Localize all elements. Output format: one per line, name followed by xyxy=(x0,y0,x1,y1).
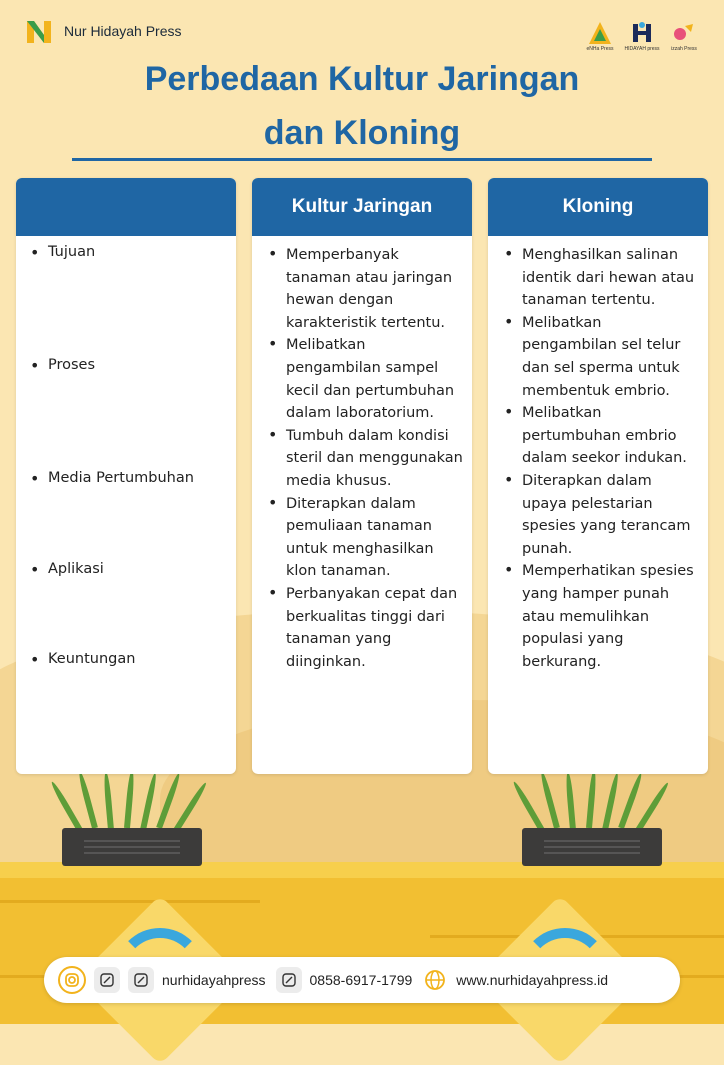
kloning-header: Kloning xyxy=(488,178,708,236)
list-item: • Diterapkan dalam pemuliaan tanaman untuk menghasilkan klon tanaman. xyxy=(286,493,464,583)
kultur-jaringan-points xyxy=(252,244,472,673)
brand-name: Nur Hidayah Press xyxy=(64,23,182,39)
page-title xyxy=(0,52,724,160)
enha-press-logo-icon xyxy=(584,14,616,52)
list-item: • Tumbuh dalam kondisi steril dan menggunakan media khusus. xyxy=(286,425,464,493)
aspect-label: • Keuntungan xyxy=(48,651,135,667)
kultur-jaringan-header: Kultur Jaringan xyxy=(252,178,472,236)
tiktok-icon[interactable] xyxy=(94,967,120,993)
brand-header xyxy=(24,16,182,46)
whatsapp-icon[interactable] xyxy=(276,967,302,993)
aspect-label: • Aplikasi xyxy=(48,561,104,577)
nur-hidayah-logo-icon xyxy=(24,16,54,46)
publisher-logos xyxy=(584,14,700,52)
list-item: • Melibatkan pengambilan sel telur dan sel sperma untuk membentuk embrio. xyxy=(522,312,700,402)
list-item: • Menghasilkan salinan identik dari hewan atau tanaman tertentu. xyxy=(522,244,700,312)
phone-number[interactable]: 0858-6917-1799 xyxy=(309,972,413,988)
publisher-caption: eNHa Press xyxy=(586,46,614,52)
title-line-1: Perbedaan Kultur Jaringan xyxy=(144,60,580,98)
list-item: • Melibatkan pengambilan sampel kecil dan pertumbuhan dalam laboratorium. xyxy=(286,334,464,424)
publisher-caption: HIDAYAH press xyxy=(624,46,660,52)
title-divider xyxy=(72,158,652,161)
izzah-press-logo-icon xyxy=(668,14,700,52)
kultur-jaringan-column xyxy=(252,178,472,774)
hidayah-press-logo-icon xyxy=(626,14,658,52)
aspect-label: • Proses xyxy=(48,357,95,373)
publisher-caption: izzah Press xyxy=(671,46,697,52)
plant-pot xyxy=(62,828,202,866)
aspect-label: • Tujuan xyxy=(48,244,95,260)
list-item: • Diterapkan dalam upaya pelestarian spesies yang terancam punah. xyxy=(522,470,700,560)
social-handle[interactable]: nurhidayahpress xyxy=(162,972,266,988)
list-item: • Perbanyakan cepat dan berkualitas tinggi dari tanaman yang diinginkan. xyxy=(286,583,464,673)
contact-footer xyxy=(44,957,680,1003)
kloning-points xyxy=(488,244,708,673)
list-item: • Memperbanyak tanaman atau jaringan hewan dengan karakteristik tertentu. xyxy=(286,244,464,334)
website-link[interactable]: www.nurhidayahpress.id xyxy=(456,972,609,988)
aspect-label: • Media Pertumbuhan xyxy=(48,470,194,486)
aspect-column xyxy=(16,178,236,774)
plant-pot xyxy=(522,828,662,866)
kloning-column xyxy=(488,178,708,774)
facebook-icon[interactable] xyxy=(128,967,154,993)
globe-icon xyxy=(422,967,448,993)
instagram-icon[interactable] xyxy=(58,966,86,994)
aspect-column-header xyxy=(16,178,236,236)
title-line-2: dan Kloning xyxy=(263,114,461,152)
list-item: • Melibatkan pertumbuhan embrio dalam seekor indukan. xyxy=(522,402,700,470)
table-grain xyxy=(0,900,260,903)
list-item: • Memperhatikan spesies yang hamper punah atau memulihkan populasi yang berkurang. xyxy=(522,560,700,673)
